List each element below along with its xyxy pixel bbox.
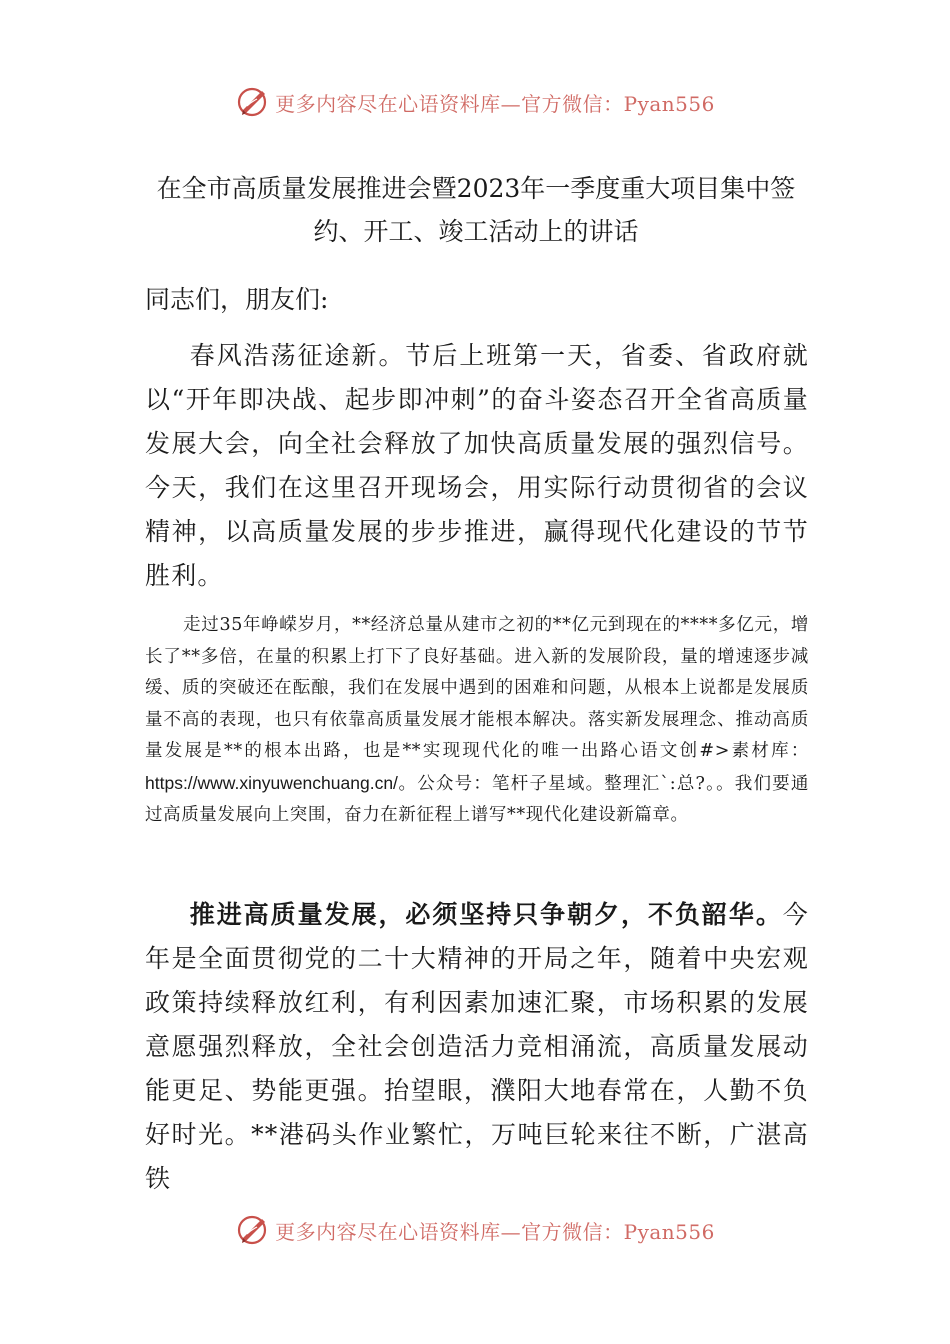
header-banner-text: 更多内容尽在心语资料库—官方微信：Pyan556: [275, 91, 715, 116]
paragraph-3-text: 今年是全面贯彻党的二十大精神的开局之年，随着中央宏观政策持续释放红利，有利因素加速汇聚，市场积累的发展意愿强烈释放，全社会创造活力竞相涌流，高质量发展动能更足、势能更强。抬望眼，濮阳大地春常在，人勤不负好时光。**港码头作业繁忙，万吨巨轮来往不断，广湛高铁: [145, 900, 809, 1193]
paragraph-2: [145, 610, 809, 832]
header-banner: [0, 80, 950, 124]
document-title-line-2: 约、开工、竣工活动上的讲话: [313, 217, 639, 246]
document-title-line-1: 在全市高质量发展推进会暨2023年一季度重大项目集中签: [156, 174, 796, 203]
footer-banner-text: 更多内容尽在心语资料库—官方微信：Pyan556: [275, 1219, 715, 1244]
pen-logo-icon: [235, 1212, 271, 1248]
paragraph-1: [145, 334, 809, 598]
paragraph-2-text-b: 。公众号：笔杆子星域。整理汇`:总?。。我们要通过高质量发展向上突围，奋力在新征程上谱写**现代化建设新篇章。: [145, 773, 809, 825]
paragraph-2-url: https://www.xinyuwenchuang.cn/: [145, 772, 398, 793]
paragraph-3-heading: 推进高质量发展，必须坚持只争朝夕，不负韶华。: [189, 900, 783, 929]
pen-logo-icon: [235, 84, 271, 120]
paragraph-3: [145, 893, 809, 1201]
paragraph-2-text-a: 走过35年峥嵘岁月，**经济总量从建市之初的**亿元到现在的****多亿元，增长了**多倍，在量的积累上打下了良好基础。进入新的发展阶段，量的增速逐步减缓、质的突破还在酝酿，我们在发展中遇到的困难和问题，从根本上说都是发展质量不高的表现，也只有依靠高质量发展才能根本解决。落实新发展理念、推动高质量发展是**的根本出路，也是**实现现代化的唯一出路心语文创#>素材库：: [145, 615, 809, 761]
greeting: 同志们，朋友们:: [145, 285, 329, 314]
paragraph-1-text: 春风浩荡征途新。节后上班第一天，省委、省政府就以“开年即决战、起步即冲刺”的奋斗姿态召开全省高质量发展大会，向全社会释放了加快高质量发展的强烈信号。今天，我们在这里召开现场会，用实际行动贯彻省的会议精神，以高质量发展的步步推进，赢得现代化建设的节节胜利。: [145, 341, 809, 590]
footer-banner: [0, 1208, 950, 1252]
